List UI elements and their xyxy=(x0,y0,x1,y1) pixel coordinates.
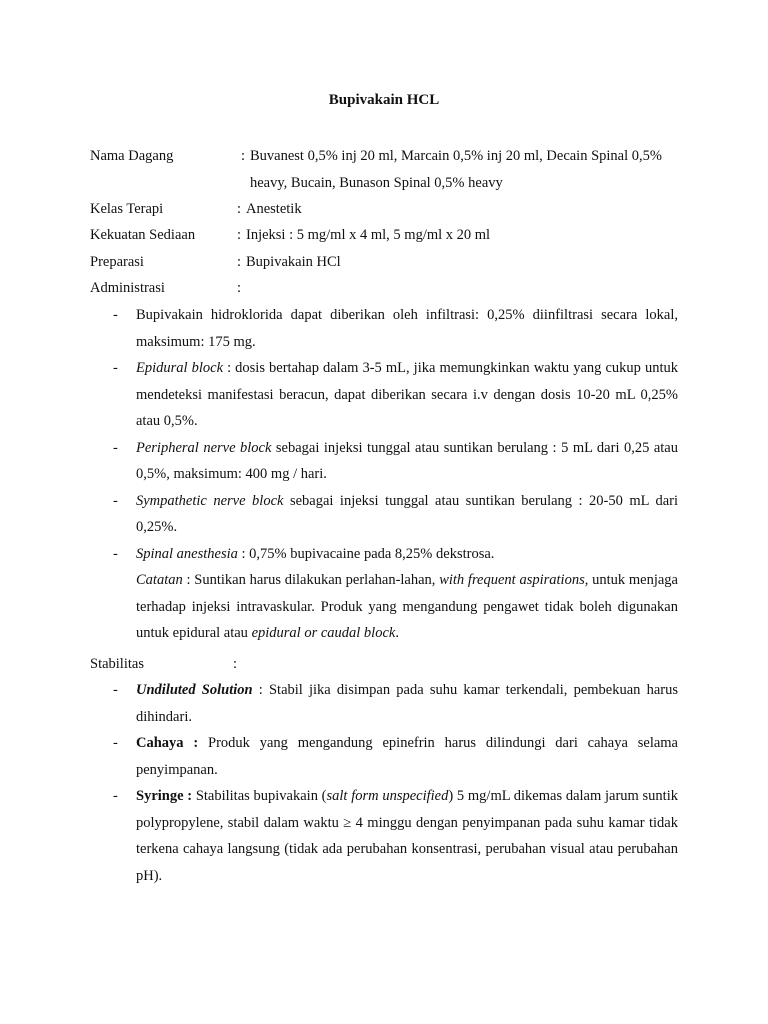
list-item xyxy=(110,541,678,568)
field-value-continued: heavy, Bucain, Bunason Spinal 0,5% heavy xyxy=(250,174,503,191)
list-item xyxy=(110,435,678,488)
bullet-dash: - xyxy=(113,545,118,562)
list-item xyxy=(110,302,678,355)
item-term: Peripheral nerve block xyxy=(136,439,272,456)
list-item xyxy=(110,730,678,783)
item-text: Produk yang mengandung epinefrin harus dilindungi dari cahaya selama penyimpanan. xyxy=(136,735,678,778)
field-colon: : xyxy=(237,280,242,296)
bullet-dash: - xyxy=(113,682,118,698)
field-label: Preparasi xyxy=(90,254,144,270)
note-term: Catatan xyxy=(136,572,183,588)
list-item xyxy=(110,355,678,435)
item-term: Epidural block xyxy=(136,360,224,376)
note-text: . xyxy=(395,625,399,641)
field-label: Kekuatan Sediaan xyxy=(90,227,196,243)
field-value: Injeksi : 5 mg/ml x 4 ml, 5 mg/ml x 20 ml xyxy=(246,227,491,243)
field-value: Anestetik xyxy=(246,201,302,217)
field-colon: : xyxy=(237,201,242,217)
field-value: Bupivakain HCl xyxy=(246,254,341,270)
item-text: : Stabil jika disimpan pada suhu kamar terkendali, pembekuan harus dihindari. xyxy=(136,682,679,725)
note-italic: epidural or caudal block xyxy=(251,625,396,641)
field-colon: : xyxy=(241,148,246,164)
item-term: Sympathetic nerve block xyxy=(136,492,284,509)
field-colon: : xyxy=(237,227,242,243)
item-term: Undiluted Solution xyxy=(136,682,253,698)
bullet-dash: - xyxy=(113,735,118,751)
field-label: Kelas Terapi xyxy=(90,201,164,217)
item-term: Spinal anesthesia xyxy=(136,545,238,562)
field-colon: : xyxy=(237,254,242,270)
item-italic: salt form unspecified xyxy=(326,788,449,804)
field-label: Stabilitas xyxy=(90,656,144,672)
note-text: : Suntikan harus dilakukan perlahan-lahan, xyxy=(182,572,440,588)
stabilitas-list xyxy=(110,677,678,889)
bullet-dash: - xyxy=(113,307,118,323)
item-text: sebagai injeksi tunggal atau suntikan berulang : 5 mL dari 0,25 atau 0,5%, maksimum: 400 mg / hari. xyxy=(136,439,678,482)
field-colon: : xyxy=(233,656,238,672)
bullet-dash: - xyxy=(113,360,118,376)
item-text: ) 5 mg/mL dikemas dalam jarum suntik polypropylene, stabil dalam waktu ≥ 4 minggu dengan penyimpanan pada suhu kamar tidak terkena cahaya langsung (tidak ada perubahan konsentrasi, perubahan visual atau perubahan pH). xyxy=(136,788,678,884)
field-label: Administrasi xyxy=(90,280,165,296)
item-term: Cahaya : xyxy=(136,735,199,751)
administrasi-list xyxy=(110,302,678,647)
bullet-dash: - xyxy=(113,439,118,456)
field-value: Buvanest 0,5% inj 20 ml, Marcain 0,5% inj 20 ml, Decain Spinal 0,5% xyxy=(250,148,662,164)
bullet-dash: - xyxy=(113,492,118,509)
field-label: Nama Dagang xyxy=(90,148,174,164)
bullet-dash: - xyxy=(113,788,118,804)
item-text: sebagai injeksi tunggal atau suntikan berulang : 20-50 mL dari 0,25%. xyxy=(136,492,678,535)
item-term: Syringe : xyxy=(136,788,193,804)
list-item xyxy=(110,783,678,889)
list-item xyxy=(110,677,678,730)
item-text: Stabilitas bupivakain ( xyxy=(192,788,327,804)
note-italic: with frequent aspirations xyxy=(439,572,585,588)
list-item xyxy=(110,488,678,541)
document-title: Bupivakain HCL xyxy=(328,92,440,108)
catatan-note xyxy=(110,567,678,647)
item-text: : dosis bertahap dalam 3-5 mL, jika memungkinkan waktu yang cukup untuk mendeteksi manifestasi beracun, dapat diberikan secara i.v dengan dosis 10-20 mL 0,25% atau 0,5%. xyxy=(136,360,678,429)
item-text: Bupivakain hidroklorida dapat diberikan oleh infiltrasi: 0,25% diinfiltrasi secara lokal, maksimum: 175 mg. xyxy=(136,307,678,350)
note-text: , untuk menjaga terhadap injeksi intravaskular. Produk yang mengandung pengawet tidak boleh digunakan untuk epidural atau xyxy=(136,572,678,641)
item-text: : 0,75% bupivacaine pada 8,25% dekstrosa. xyxy=(237,545,495,562)
